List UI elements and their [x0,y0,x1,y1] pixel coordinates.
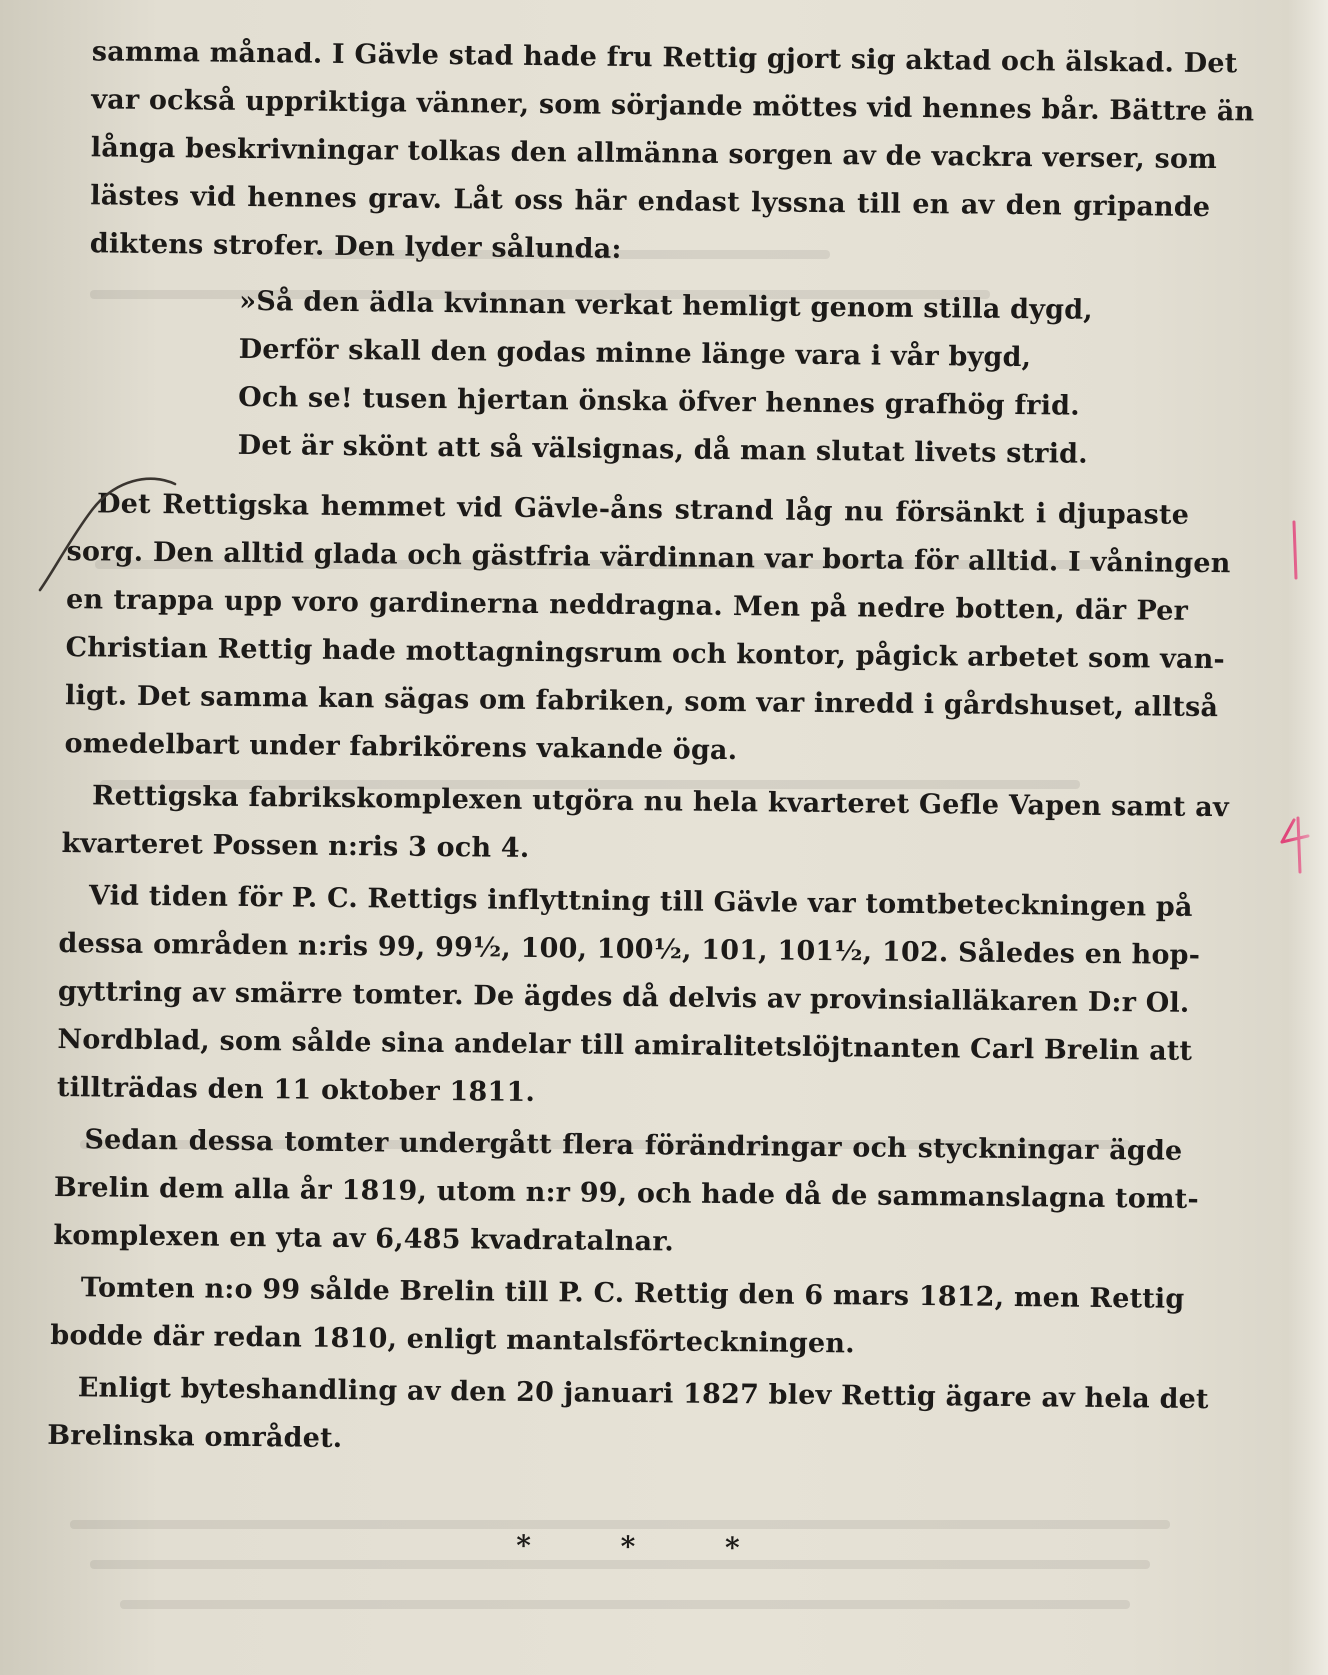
text-line: Sedan dessa tomter undergått flera förändringar och styckningar ägde [84,1124,1183,1167]
text-line: var också uppriktiga vänner, som sörjande möttes vid hennes bår. Bättre än [91,84,1255,128]
text-line: dessa områden n:ris 99, 99½, 100, 100½, 101, 101½, 102. Således en hop- [58,928,1201,971]
verse-line: Derför skall den godas minne länge vara i vår bygd, [238,333,1032,374]
text-line: kvarteret Possen n:ris 3 och 4. [61,828,530,864]
verse-line: Det är skönt att så välsignas, då man slutat livets strid. [237,429,1088,470]
text-line: omedelbart under fabrikörens vakande öga. [64,728,738,767]
verse-line: Och se! tusen hjertan önska öfver hennes grafhög frid. [238,381,1080,422]
text-line: tillträdas den 11 oktober 1811. [56,1072,536,1109]
text-line: långa beskrivningar tolkas den allmänna sorgen av de vackra verser, som [90,132,1218,176]
text-line: Rettigska fabrikskomplexen utgöra nu hela kvarteret Gefle Vapen samt av [91,780,1229,824]
text-line: komplexen en yta av 6,485 kvadratalnar. [53,1219,675,1258]
text-line: gyttring av smärre tomter. De ägdes då delvis av provinsialläkaren D:r Ol. [57,976,1190,1019]
text-line: Vid tiden för P. C. Rettigs inflyttning till Gävle var tomtbeteckningen på [88,880,1193,923]
text-line: Det Rettigska hemmet vid Gävle-åns strand låg nu försänkt i djupaste [96,488,1190,531]
text-line: diktens strofer. Den lyder sålunda: [89,228,622,265]
text-line: Brelinska området. [47,1419,343,1455]
text-line: samma månad. I Gävle stad hade fru Rettig gjort sig aktad och älskad. Det [91,36,1238,80]
text-line: lästes vid hennes grav. Låt oss här endast lyssna till en av den gripande [90,180,1211,224]
text-line: ligt. Det samma kan sägas om fabriken, som var inredd i gårdshuset, alltså [64,680,1219,724]
text-line: sorg. Den alltid glada och gästfria värdinnan var borta för alltid. I våningen [66,536,1231,580]
text-line: en trappa upp voro gardinerna neddragna. Men på nedre botten, där Per [65,584,1189,627]
verse-line: »Så den ädla kvinnan verkat hemligt genom stilla dygd, [239,285,1094,326]
text-line: Tomten n:o 99 sålde Brelin till P. C. Rettig den 6 mars 1812, men Rettig [80,1272,1185,1315]
text-line: bodde där redan 1810, enligt mantalsförteckningen. [50,1319,855,1360]
text-line: Brelin dem alla år 1819, utom n:r 99, och hade då de sammanslagna tomt- [53,1171,1200,1215]
text-line: Enligt byteshandling av den 20 januari 1827 blev Rettig ägare av hela det [77,1372,1209,1416]
section-separator: * * * [516,1528,780,1565]
red-margin-number-icon [1272,812,1322,882]
text-line: Christian Rettig hade mottagningsrum och kontor, pågick arbetet som van- [65,632,1226,676]
page-text [47,36,1255,1565]
text-line: Nordblad, som sålde sina andelar till amiralitetslöjtnanten Carl Brelin att [57,1024,1193,1067]
red-margin-mark-icon [1280,518,1310,588]
